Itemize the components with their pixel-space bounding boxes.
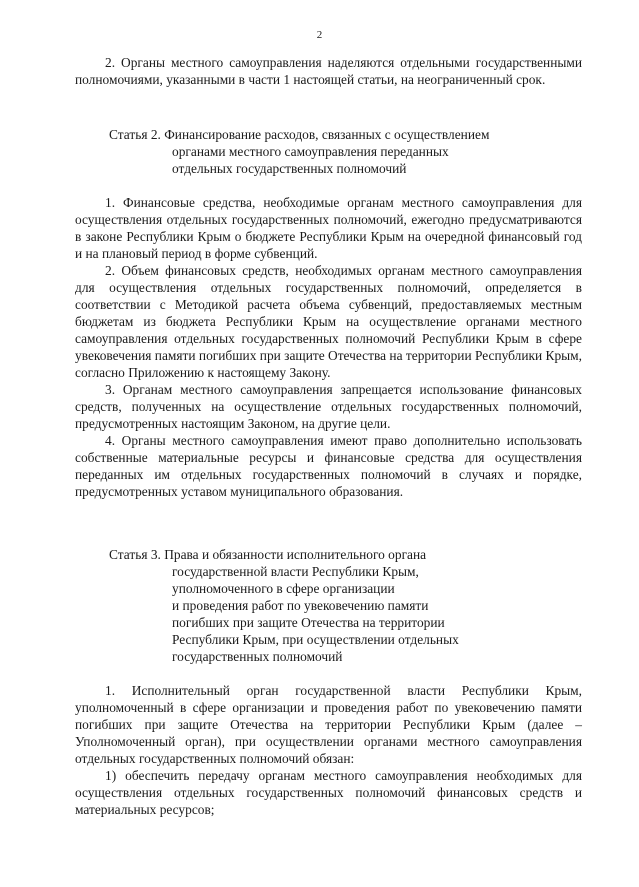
article3-heading-line-2: государственной власти Республики Крым, [172,564,419,579]
article3-heading-line-5: погибших при защите Отечества на территории [172,615,445,630]
article3-para-2: 1) обеспечить передачу органам местного самоуправления необходимых для осуществления отдельных государственных полномочий финансовых средств и материальных ресурсов; [75,768,582,817]
article3-heading-line-1: Статья 3. Права и обязанности исполнительного органа [109,547,427,562]
article2-body [75,194,582,500]
article1-para-2: 2. Органы местного самоуправления наделяются отдельными государственными полномочиями, указанными в части 1 настоящей статьи, на неограниченный срок. [75,55,582,87]
article2-heading-line-2: органами местного самоуправления переданных [172,144,449,159]
page-number: 2 [316,29,323,41]
article3-heading-line-4: и проведения работ по увековечению памяти [172,598,429,613]
article2-heading-line-1: Статья 2. Финансирование расходов, связанных с осуществлением [109,127,490,142]
article2-heading-line-3: отдельных государственных полномочий [172,161,407,176]
article3-para-1: 1. Исполнительный орган государственной власти Республики Крым, уполномоченный в сфере организации и проведения работ по увековечению памяти погибших при защите Отечества на территории Республики Крым (далее – Уполномоченный орган), при осуществлении органами местного самоуправления отдельных государственных полномочий обязан: [75,683,582,766]
article2-para-2: 2. Объем финансовых средств, необходимых органам местного самоуправления для осуществления отдельных государственных полномочий, определяется в соответствии с Методикой расчета объема субвенций, предоставляемых местным бюджетам из бюджета Республики Крым на осуществление органами местного самоуправления отдельных государственных полномочий Республики Крым в сфере увековечения памяти погибших при защите Отечества на территории Республики Крым, согласно Приложению к настоящему Закону. [75,263,582,380]
article3-heading [109,546,459,665]
article2-para-3: 3. Органам местного самоуправления запрещается использование финансовых средств, полученных на осуществление отдельных государственных полномочий, предусмотренных настоящим Законом, на другие цели. [75,382,582,431]
article2-para-4: 4. Органы местного самоуправления имеют право дополнительно использовать собственные материальные ресурсы и финансовые средства для осуществления переданных им отдельных государственных полномочий в случаях и порядке, предусмотренных уставом муниципального образования. [75,433,582,499]
article1-continuation [75,54,582,88]
article3-heading-line-3: уполномоченного в сфере организации [172,581,395,596]
article2-heading [109,126,489,177]
article2-para-1: 1. Финансовые средства, необходимые органам местного самоуправления для осуществления отдельных государственных полномочий, ежегодно предусматриваются в законе Республики Крым о бюджете Республики Крым на очередной финансовый год и на плановый период в форме субвенций. [75,195,582,261]
article3-heading-line-6: Республики Крым, при осуществлении отдельных [172,632,459,647]
article3-body [75,682,582,818]
article3-heading-line-7: государственных полномочий [172,649,343,664]
